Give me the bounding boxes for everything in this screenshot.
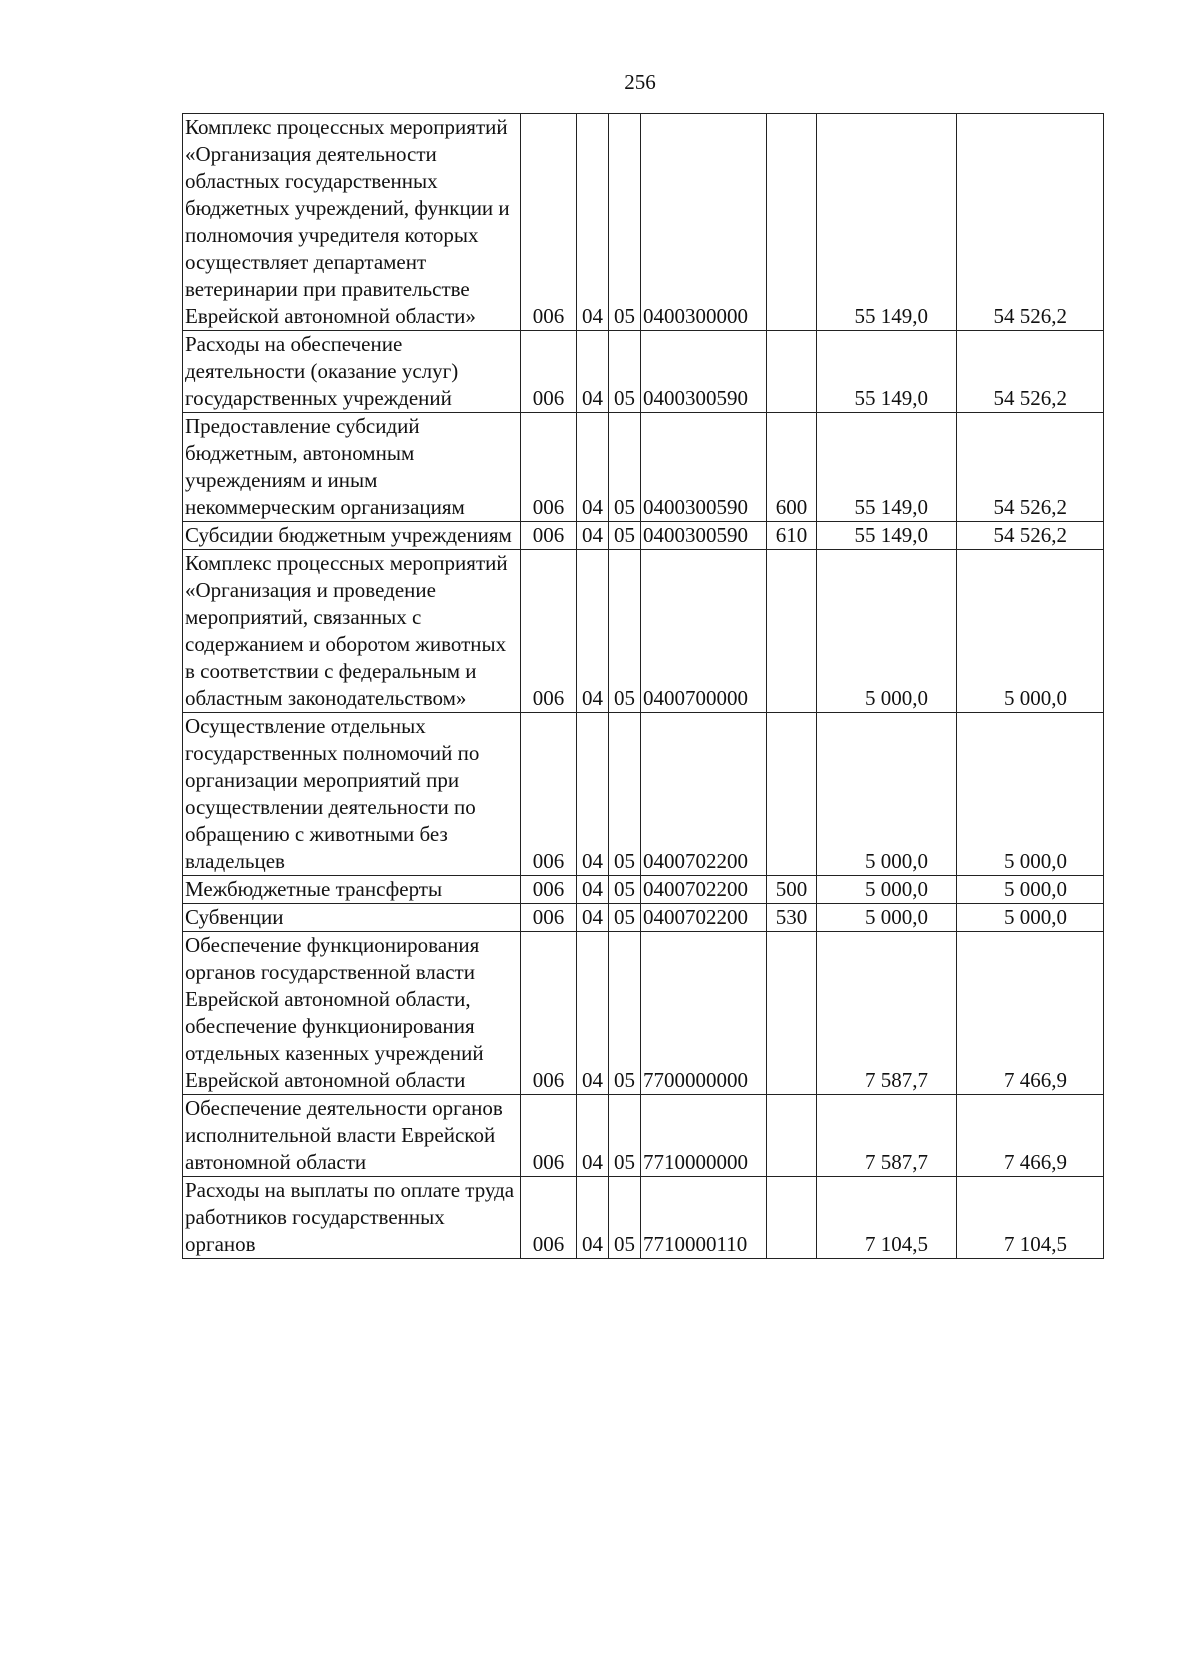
section-code-cell: 04 (577, 413, 609, 522)
section-code-cell: 04 (577, 904, 609, 932)
subsection-code-cell: 05 (609, 114, 641, 331)
subsection-code-cell: 05 (609, 522, 641, 550)
table-row (183, 550, 1104, 713)
department-code-cell: 006 (521, 876, 577, 904)
item-name-cell: Комплекс процессных мероприятий «Организация деятельности областных государственных бюджетных учреждений, функции и полномочия учредителя которых осуществляет департамент ветеринарии при правительстве Еврейской автономной области» (183, 114, 521, 331)
department-code-cell: 006 (521, 413, 577, 522)
table-row (183, 904, 1104, 932)
subsection-code-cell: 05 (609, 932, 641, 1095)
expense-type-code-cell (767, 1177, 817, 1259)
section-code-cell: 04 (577, 331, 609, 413)
department-code-cell: 006 (521, 932, 577, 1095)
table-row (183, 1095, 1104, 1177)
expense-type-code-cell (767, 550, 817, 713)
table-body (183, 114, 1104, 1259)
target-article-code-cell: 0400702200 (641, 876, 767, 904)
amount-cell-1: 55 149,0 (817, 331, 957, 413)
department-code-cell: 006 (521, 1095, 577, 1177)
budget-table (182, 113, 1104, 1259)
item-name-cell: Расходы на обеспечение деятельности (оказание услуг) государственных учреждений (183, 331, 521, 413)
subsection-code-cell: 05 (609, 1095, 641, 1177)
item-name-cell: Комплекс процессных мероприятий «Организация и проведение мероприятий, связанных с содержанием и оборотом животных в соответствии с федеральным и областным законодательством» (183, 550, 521, 713)
target-article-code-cell: 7710000000 (641, 1095, 767, 1177)
section-code-cell: 04 (577, 550, 609, 713)
item-name-cell: Субвенции (183, 904, 521, 932)
amount-cell-1: 55 149,0 (817, 114, 957, 331)
expense-type-code-cell: 500 (767, 876, 817, 904)
subsection-code-cell: 05 (609, 904, 641, 932)
amount-cell-1: 7 587,7 (817, 1095, 957, 1177)
amount-cell-1: 5 000,0 (817, 904, 957, 932)
amount-cell-2: 54 526,2 (957, 114, 1104, 331)
amount-cell-2: 5 000,0 (957, 713, 1104, 876)
table-row (183, 876, 1104, 904)
expense-type-code-cell: 600 (767, 413, 817, 522)
amount-cell-1: 5 000,0 (817, 713, 957, 876)
subsection-code-cell: 05 (609, 331, 641, 413)
table-row (183, 413, 1104, 522)
page-number: 256 (624, 70, 656, 94)
amount-cell-2: 7 104,5 (957, 1177, 1104, 1259)
table-row (183, 713, 1104, 876)
department-code-cell: 006 (521, 331, 577, 413)
amount-cell-1: 55 149,0 (817, 522, 957, 550)
target-article-code-cell: 0400300000 (641, 114, 767, 331)
department-code-cell: 006 (521, 904, 577, 932)
amount-cell-1: 7 587,7 (817, 932, 957, 1095)
expense-type-code-cell (767, 713, 817, 876)
amount-cell-2: 54 526,2 (957, 331, 1104, 413)
expense-type-code-cell (767, 1095, 817, 1177)
subsection-code-cell: 05 (609, 876, 641, 904)
expense-type-code-cell: 610 (767, 522, 817, 550)
subsection-code-cell: 05 (609, 413, 641, 522)
department-code-cell: 006 (521, 1177, 577, 1259)
item-name-cell: Межбюджетные трансферты (183, 876, 521, 904)
target-article-code-cell: 0400700000 (641, 550, 767, 713)
department-code-cell: 006 (521, 550, 577, 713)
target-article-code-cell: 7710000110 (641, 1177, 767, 1259)
target-article-code-cell: 0400300590 (641, 522, 767, 550)
expense-type-code-cell (767, 331, 817, 413)
subsection-code-cell: 05 (609, 713, 641, 876)
item-name-cell: Обеспечение функционирования органов государственной власти Еврейской автономной области, обеспечение функционирования отдельных казенных учреждений Еврейской автономной области (183, 932, 521, 1095)
table-row (183, 114, 1104, 331)
amount-cell-2: 5 000,0 (957, 904, 1104, 932)
amount-cell-2: 5 000,0 (957, 550, 1104, 713)
table-row (183, 1177, 1104, 1259)
subsection-code-cell: 05 (609, 550, 641, 713)
table-row (183, 522, 1104, 550)
amount-cell-2: 54 526,2 (957, 522, 1104, 550)
section-code-cell: 04 (577, 932, 609, 1095)
target-article-code-cell: 0400300590 (641, 331, 767, 413)
amount-cell-2: 7 466,9 (957, 932, 1104, 1095)
amount-cell-1: 7 104,5 (817, 1177, 957, 1259)
department-code-cell: 006 (521, 713, 577, 876)
subsection-code-cell: 05 (609, 1177, 641, 1259)
amount-cell-1: 5 000,0 (817, 876, 957, 904)
target-article-code-cell: 7700000000 (641, 932, 767, 1095)
item-name-cell: Расходы на выплаты по оплате труда работников государственных органов (183, 1177, 521, 1259)
table-row (183, 932, 1104, 1095)
amount-cell-2: 54 526,2 (957, 413, 1104, 522)
section-code-cell: 04 (577, 713, 609, 876)
section-code-cell: 04 (577, 1177, 609, 1259)
amount-cell-2: 7 466,9 (957, 1095, 1104, 1177)
expense-type-code-cell: 530 (767, 904, 817, 932)
department-code-cell: 006 (521, 522, 577, 550)
expense-type-code-cell (767, 932, 817, 1095)
item-name-cell: Предоставление субсидий бюджетным, автономным учреждениям и иным некоммерческим организациям (183, 413, 521, 522)
target-article-code-cell: 0400702200 (641, 904, 767, 932)
department-code-cell: 006 (521, 114, 577, 331)
item-name-cell: Осуществление отдельных государственных полномочий по организации мероприятий при осуществлении деятельности по обращению с животными без владельцев (183, 713, 521, 876)
target-article-code-cell: 0400702200 (641, 713, 767, 876)
section-code-cell: 04 (577, 876, 609, 904)
section-code-cell: 04 (577, 1095, 609, 1177)
section-code-cell: 04 (577, 114, 609, 331)
item-name-cell: Субсидии бюджетным учреждениям (183, 522, 521, 550)
expense-type-code-cell (767, 114, 817, 331)
table-row (183, 331, 1104, 413)
target-article-code-cell: 0400300590 (641, 413, 767, 522)
amount-cell-1: 5 000,0 (817, 550, 957, 713)
item-name-cell: Обеспечение деятельности органов исполнительной власти Еврейской автономной области (183, 1095, 521, 1177)
section-code-cell: 04 (577, 522, 609, 550)
amount-cell-1: 55 149,0 (817, 413, 957, 522)
amount-cell-2: 5 000,0 (957, 876, 1104, 904)
